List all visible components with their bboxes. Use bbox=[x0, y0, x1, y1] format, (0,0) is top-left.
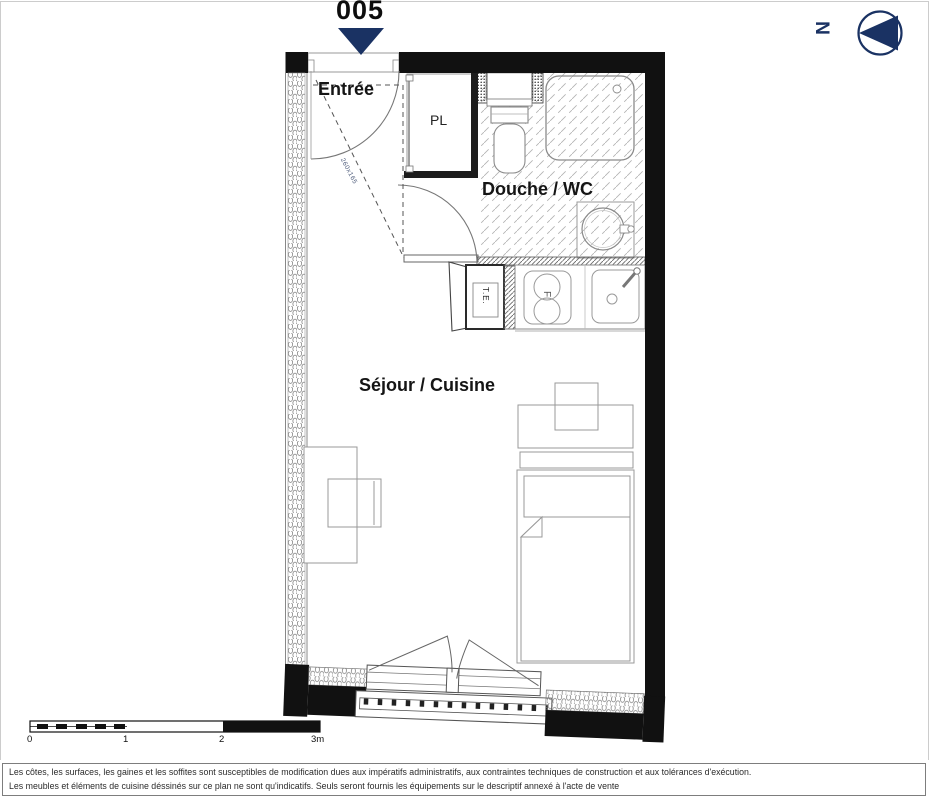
footer-line-1: Les côtes, les surfaces, les gaines et les soffites sont susceptibles de modification dues aux impératifs administratifs, aux contraintes techniques de construction et aux tolérances d'exécution. bbox=[9, 767, 752, 777]
room-label-douche-wc: Douche / WC bbox=[482, 179, 593, 199]
kitchen-counter bbox=[515, 265, 645, 331]
pillow bbox=[524, 476, 630, 517]
scale-tick-0: 0 bbox=[27, 734, 33, 745]
kitchen-sink bbox=[592, 268, 640, 323]
unit-number: 005 bbox=[335, 0, 385, 25]
scale-bar bbox=[30, 721, 320, 732]
electrical-panel-label: T.E. bbox=[481, 287, 490, 305]
electrical-panel bbox=[449, 262, 504, 331]
door-dimension-label: 260x165 bbox=[338, 157, 359, 186]
scale-tick-3: 3m bbox=[311, 734, 325, 745]
toilet bbox=[491, 107, 528, 173]
footer-line-2: Les meubles et éléments de cuisine déssinés sur ce plan ne sont qu'indicatifs. Seuls seront fournis les équipements sur le descriptif annexé à l'acte de vente bbox=[9, 780, 620, 791]
french-window bbox=[366, 633, 542, 696]
entrance-door-opening bbox=[308, 53, 399, 72]
interior-door-swing bbox=[398, 185, 477, 264]
footer-disclaimer bbox=[2, 763, 926, 796]
desk-and-chair bbox=[304, 447, 381, 563]
balcony-railing bbox=[355, 691, 552, 725]
north-letter: N bbox=[810, 21, 832, 35]
north-compass-icon bbox=[849, 8, 913, 58]
interior-door-threshold bbox=[404, 255, 478, 262]
kitchen-side-wall bbox=[504, 265, 515, 329]
bathroom-area bbox=[476, 73, 645, 258]
room-label-entree: Entrée bbox=[318, 79, 375, 99]
scale-tick-2: 2 bbox=[219, 734, 225, 745]
entry-zone-dashed-lines bbox=[313, 80, 404, 258]
cooktop bbox=[524, 271, 571, 324]
entry-arrow-icon bbox=[338, 28, 384, 55]
scale-tick-1: 1 bbox=[123, 734, 129, 745]
bed-group bbox=[517, 383, 634, 663]
room-label-pl: PL bbox=[430, 112, 448, 128]
cooktop-letter: F bbox=[541, 291, 552, 298]
room-label-sejour-cuisine: Séjour / Cuisine bbox=[359, 375, 496, 395]
duvet bbox=[521, 517, 630, 661]
